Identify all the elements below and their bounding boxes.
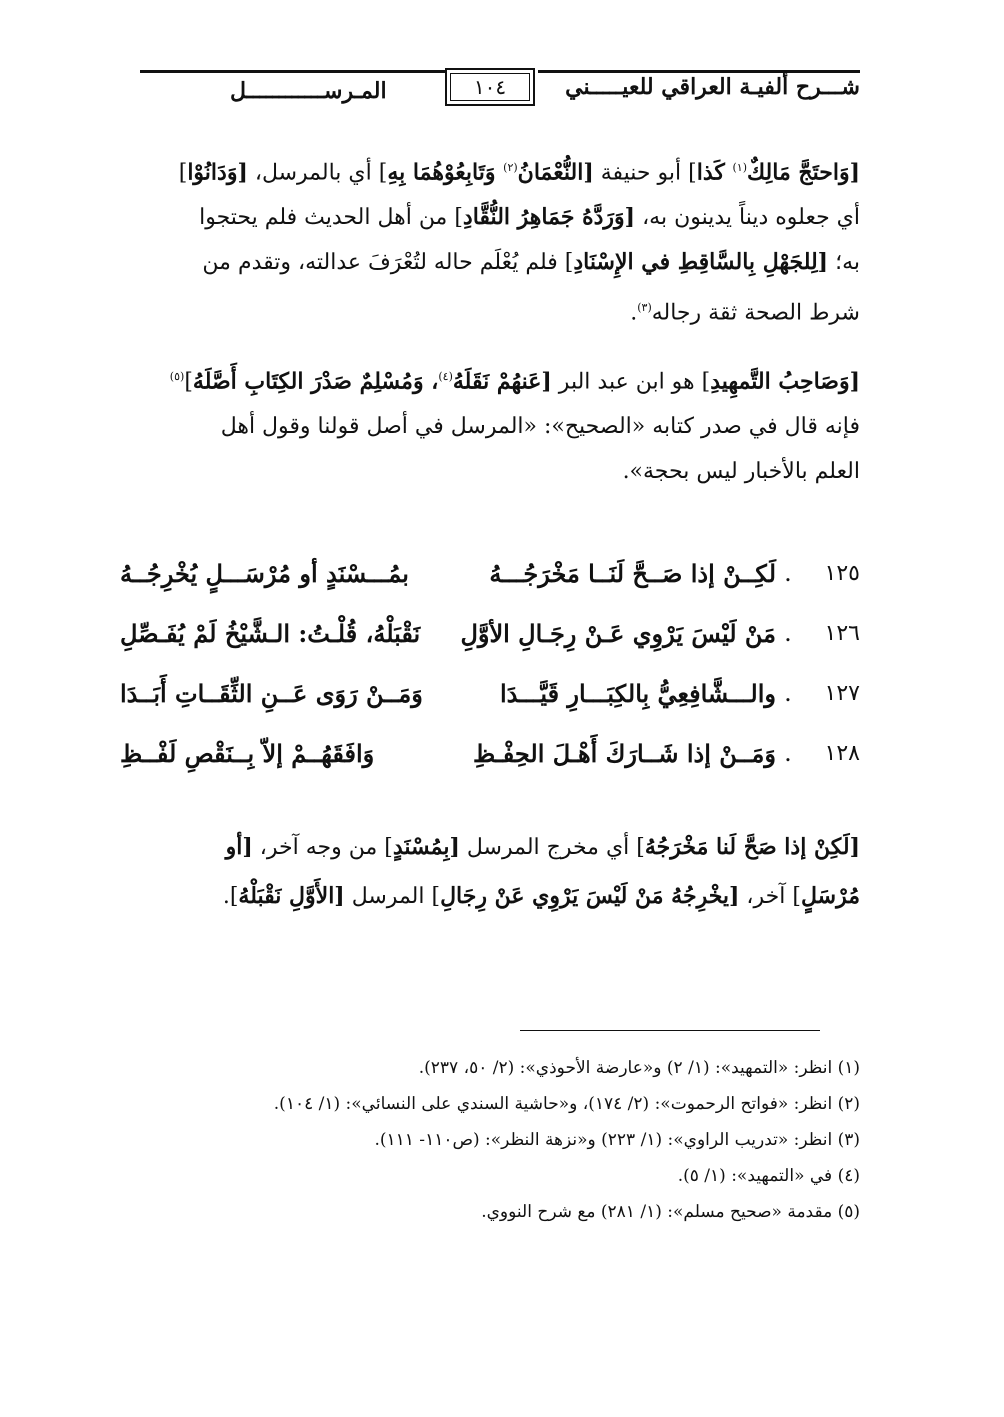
footnote: (١) انظر: «التمهيد»: (١/ ٢) و«عارضة الأحوذي»: (٢/ ٥٠، ٢٣٧). <box>418 1058 860 1078</box>
verse-first-hemistich: مَنْ لَيْسَ يَرْوِي عَـنْ رِجَـالِ الأوَّلِ <box>460 618 776 648</box>
footnote-marker: (٥) <box>169 369 185 383</box>
bold-quote: [وَاحتَجَّ مَالِكٌ <box>747 159 860 186</box>
text-run: ] <box>178 160 188 186</box>
text-run: ]. <box>222 884 239 909</box>
verse-number: ١٢٨ <box>824 740 860 766</box>
paragraph-1 <box>140 145 860 336</box>
text-line <box>140 823 860 872</box>
bold-quote: [وَرَدَّهُ جَمَاهِرُ النُّقَّادِ <box>462 204 636 231</box>
verse-number: ١٢٥ <box>824 560 860 586</box>
page-header <box>140 68 860 112</box>
text-line <box>140 285 860 335</box>
verse-dot: . <box>784 739 792 767</box>
text-run: . <box>630 300 638 326</box>
verse <box>120 603 860 663</box>
page-number: ١٠٤ <box>450 73 530 101</box>
header-rule-right <box>538 70 860 73</box>
verse-dot: . <box>784 559 792 587</box>
text-run: ] <box>184 368 193 394</box>
section-title: المـرســــــــــــل <box>230 78 387 104</box>
footnote-marker: (٢) <box>503 161 518 174</box>
bold-quote: [بِمُسْنَدٍ <box>392 834 460 860</box>
text-line <box>140 354 860 404</box>
text-line <box>140 240 860 285</box>
verse <box>120 723 860 783</box>
book-title: شـــرح ألفيـة العراقي للعيـــــني <box>565 74 860 100</box>
bold-quote: [لِلجَهْلِ بِالسَّاقِطِ في الإِسْنَادِ <box>573 249 829 276</box>
text-run: ] هو ابن عبد البر <box>551 368 711 394</box>
text-run: ] من أهل الحديث فلم يحتجوا <box>199 205 463 231</box>
bold-quote: [لَكِنْ إذا صَحَّ لَنا مَخْرَجُهُ <box>644 834 860 860</box>
bold-quote: كَذا <box>696 159 733 186</box>
footnote: (٤) في «التمهيد»: (١/ ٥). <box>677 1166 860 1186</box>
text-line <box>140 145 860 195</box>
text-run: ] أي بالمرسل، <box>247 160 388 186</box>
text-run: أي جعلوه ديناً يدينون به، <box>635 205 860 231</box>
bold-quote: [الأَوَّلِ نَقْبَلْهُ <box>238 883 345 909</box>
verse-second-hemistich: نَقْبَلْهُ، قُلْـتُ: الـشَّيْخُ لَمْ يُفَـصِّلِ <box>120 618 421 648</box>
text-line <box>140 404 860 449</box>
footnote: (٢) انظر: «فواتح الرحموت»: (٢/ ١٧٤)، و«حاشية السندي على النسائي»: (١/ ١٠٤). <box>273 1094 860 1114</box>
bold-quote: [عَنهُمْ نَقَلَهُ <box>452 367 552 394</box>
verse-second-hemistich: بمُـــسْنَدٍ أو مُرْسَـــلٍ يُخْرِجُــهُ <box>120 558 409 588</box>
paragraph-2 <box>140 354 860 494</box>
verse-first-hemistich: والـــشَّافِعِيُّ بِالكِبَـــارِ قَيَّـــدَا <box>499 678 776 708</box>
verse-dot: . <box>784 619 792 647</box>
text-line <box>140 449 860 494</box>
bold-quote: ، وَمُسْلِمٌ صَدْرَ الكِتَابِ أَصَّلَهُ <box>192 367 439 394</box>
text-run: به؛ <box>828 250 860 276</box>
verse-second-hemistich: وَمَــنْ رَوَى عَــنِ الثِّقَــاتِ أَبَــدَا <box>120 678 423 708</box>
text-run: ] أبو حنيفة <box>593 160 697 186</box>
main-text <box>140 145 860 512</box>
footnote-separator <box>520 1030 820 1031</box>
text-run: العلم بالأخبار ليس بحجة». <box>622 458 860 484</box>
poem-verses <box>120 543 860 783</box>
verse-second-hemistich: وَافَقَهُــمْ إلاّ بِــنَقْصِ لَفْــظِ <box>120 738 375 768</box>
verse <box>120 543 860 603</box>
header-rule-left <box>140 70 445 73</box>
text-run: فإنه قال في صدر كتابه «الصحيح»: «المرسل في أصل قولنا وقول أهل <box>220 413 860 439</box>
bold-quote: [أو <box>225 834 253 860</box>
bold-quote: وَتَابِعُوْهُمَا بِهِ <box>387 159 504 186</box>
commentary-paragraph <box>140 823 860 921</box>
bold-quote: [النُّعْمَانُ <box>517 159 594 186</box>
text-line <box>140 195 860 240</box>
footnotes <box>140 1050 860 1230</box>
verse-number: ١٢٧ <box>824 680 860 706</box>
bold-quote: مُرْسَلٍ <box>800 883 860 909</box>
text-run: ] أي مخرج المرسل <box>459 835 645 860</box>
verse-first-hemistich: لَكِــنْ إذا صَــحَّ لَنَــا مَخْرَجُـــهُ <box>489 558 776 588</box>
text-run: ] من وجه آخر، <box>252 835 393 860</box>
footnote-marker: (٤) <box>438 369 453 383</box>
footnote: (٥) مقدمة «صحيح مسلم»: (١/ ٢٨١) مع شرح النووي. <box>481 1202 860 1222</box>
text-run: ] المرسل <box>344 884 441 909</box>
footnote: (٣) انظر: «تدريب الراوي»: (١/ ٢٢٣) و«نزهة النظر»: (ص١١٠- ١١١). <box>374 1130 860 1150</box>
bold-quote: [يخْرِجُهُ مَنْ لَيْسَ يَرْوِي عَنْ رِجَالِ <box>440 883 740 909</box>
verse-first-hemistich: وَمَــنْ إذا شَــارَكَ أَهْـلَ الحِفْـظِ <box>472 738 776 768</box>
text-run: ] آخر، <box>739 884 801 909</box>
page-number-box <box>445 68 535 106</box>
bold-quote: [وَدَانُوْا <box>187 159 248 186</box>
verse <box>120 663 860 723</box>
bold-quote: [وَصَاحِبُ التَّمهِيدِ <box>710 367 860 394</box>
verse-number: ١٢٦ <box>824 620 860 646</box>
text-run: ] فلم يُعْلَم حاله لتُعْرَفَ عدالته، وتقدم من <box>202 250 574 276</box>
verse-dot: . <box>784 679 792 707</box>
footnote-marker: (١) <box>732 161 748 174</box>
text-run: شرط الصحة ثقة رجاله <box>651 300 860 326</box>
footnote-marker: (٣) <box>637 301 652 315</box>
text-line <box>140 872 860 921</box>
